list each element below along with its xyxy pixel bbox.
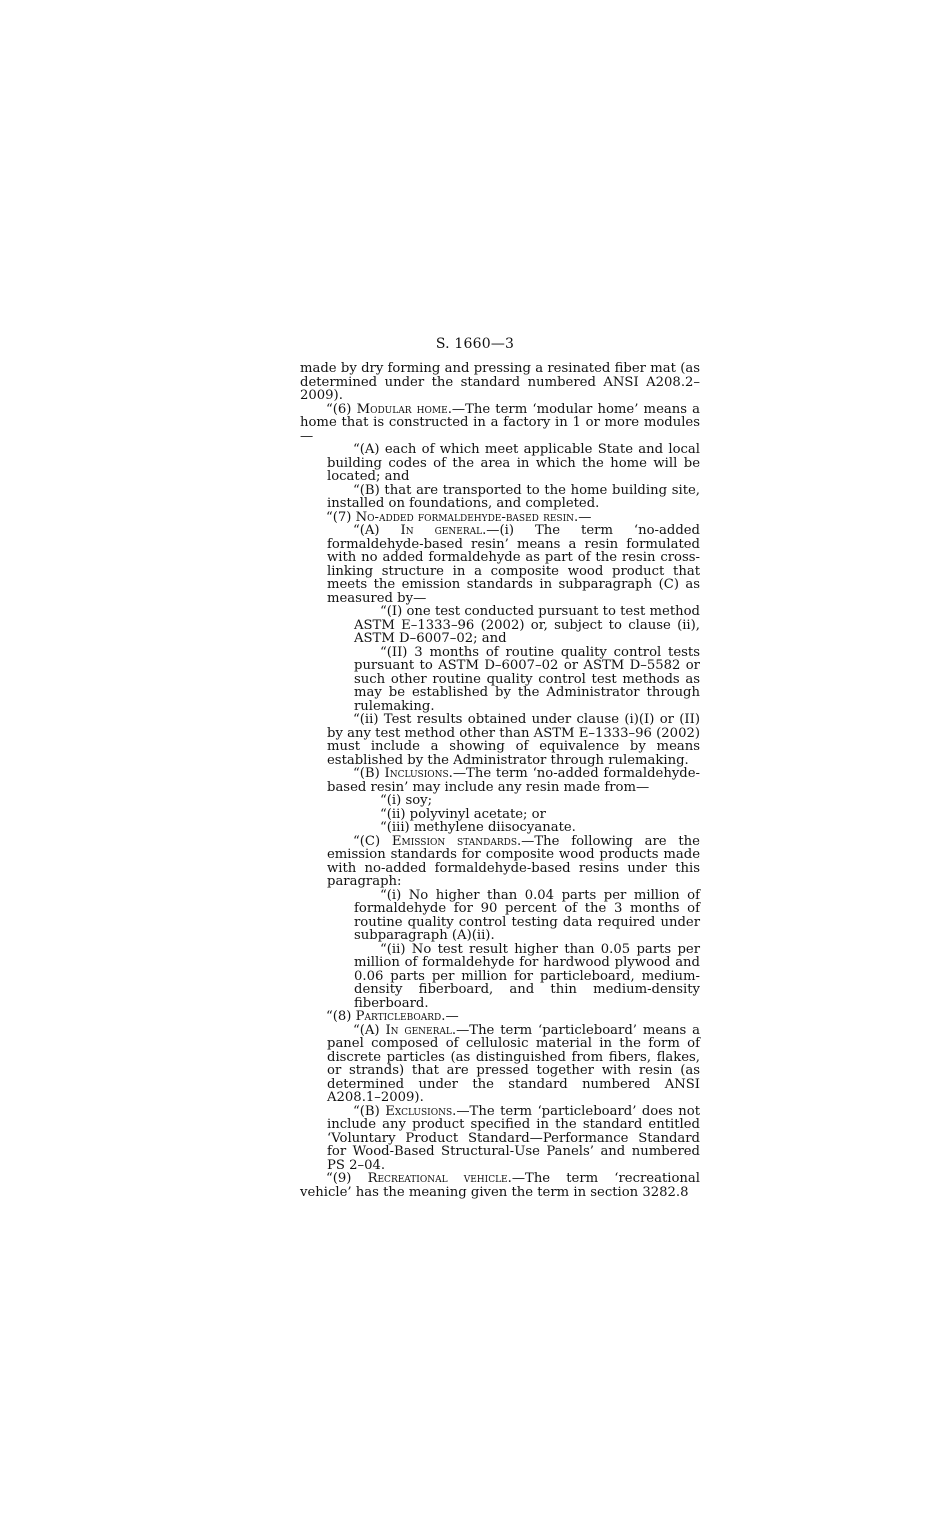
clause: “(II) 3 months of routine quality control tests pursuant to ASTM D–6007–02 or ASTM D–5582 or such other routine quality control test methods as may be established by the Administrator through rulemaking. — [354, 644, 700, 714]
section-heading: In general — [385, 1022, 452, 1038]
section-heading: Modular home — [356, 401, 448, 417]
subparagraph: “(ii) Test results obtained under clause (i)(I) or (II) by any test method other than ASTM E–1333–96 (2002) must include a showing of equivalence by means established by the Administrator through rulemaking. — [327, 712, 700, 768]
document-body — [300, 362, 700, 1199]
paragraph-definition-9: “(9) Recreational vehicle.—The term ‘recreational vehicle’ has the meaning given the term in section 3282.8 — [300, 1171, 700, 1200]
list-item: “(i) soy; — [380, 793, 433, 808]
subparagraph: “(B) Inclusions.—The term ‘no-added formaldehyde-based resin’ may include any resin made from— — [327, 766, 700, 795]
clause: “(i) No higher than 0.04 parts per million of formaldehyde for 90 percent of the 3 months of routine quality control testing data required under subparagraph (A)(ii). — [354, 887, 700, 943]
paragraph: made by dry forming and pressing a resinated fiber mat (as determined under the standard numbered ANSI A208.2–2009). — [300, 361, 700, 403]
section-heading: Inclusions — [384, 766, 449, 781]
clause: “(I) one test conducted pursuant to test method ASTM E–1333–96 (2002) or, subject to clause (ii), ASTM D–6007–02; and — [354, 604, 700, 646]
list-item: “(iii) methylene diisocyanate. — [380, 820, 576, 835]
section-heading: Recreational vehicle — [367, 1171, 508, 1186]
section-heading: In general — [400, 523, 483, 538]
list-item: “(ii) polyvinyl acetate; or — [380, 806, 546, 822]
subparagraph: “(A) In general.—The term ‘particleboard’ means a panel composed of cellulosic material in the form of discrete particles (as distinguished from fibers, flakes, or strands) that are pressed together with resin (as determined under the standard numbered ANSI A208.1–2009). — [327, 1022, 701, 1105]
subparagraph: “(C) Emission standards.—The following are the emission standards for composite wood products made with no-added formaldehyde-based resins under this paragraph: — [327, 833, 700, 889]
paragraph-definition-6: “(6) Modular home.—The term ‘modular home’ means a home that is constructed in a factory in 1 or more modules— — [300, 401, 701, 444]
subparagraph: “(A) each of which meet applicable State and local building codes of the area in which the home will be located; and — [327, 442, 700, 484]
section-heading: Particleboard — [355, 1009, 442, 1024]
page-id: S. 1660—3 — [435, 336, 515, 352]
page-header — [0, 336, 950, 352]
section-heading: Exclusions — [385, 1103, 453, 1119]
subparagraph: “(A) In general.—(i) The term ‘no-added formaldehyde-based resin’ means a resin formulated with no added formaldehyde as part of the resin cross-linking structure in a composite wood product that meets the emission standards in subparagraph (C) as measured by— — [327, 523, 701, 606]
paragraph-definition-7: “(7) No-added formaldehyde-based resin.— — [326, 509, 592, 525]
subparagraph: “(B) that are transported to the home building site, installed on foundations, and completed. — [327, 482, 700, 511]
paragraph-definition-8: “(8) Particleboard.— — [326, 1009, 459, 1024]
clause: “(ii) No test result higher than 0.05 parts per million of formaldehyde for hardwood plywood and 0.06 parts per million for particleboard, medium-density fiberboard, and thin medium-density fiberboard. — [354, 941, 700, 1011]
section-heading: No-added formaldehyde-based resin — [355, 509, 575, 525]
section-heading: Emission standards — [391, 833, 517, 849]
subparagraph: “(B) Exclusions.—The term ‘particleboard’ does not include any product specified in the standard entitled ‘Voluntary Product Standard—Performance Standard for Wood-Based Structural-Use Panels’ and numbered PS 2–04. — [327, 1103, 700, 1173]
